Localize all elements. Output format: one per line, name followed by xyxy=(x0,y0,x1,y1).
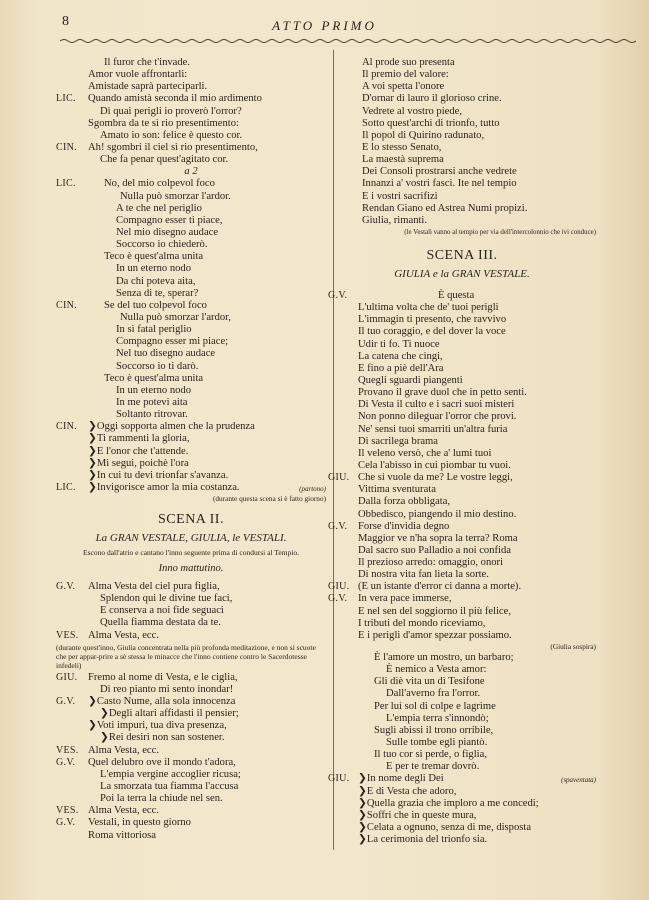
verse-line xyxy=(328,545,596,557)
speaker-label: VES. xyxy=(56,805,79,817)
verse-text: Amato io son: felice è questo cor. xyxy=(100,129,243,141)
verse-text: Forse d'invidia degno xyxy=(358,520,450,532)
verse-text: Ah! sgombri il ciel sì rio presentimento, xyxy=(88,141,258,153)
verse-text: Udir ti fo. Ti nuoce xyxy=(358,338,440,350)
verse-text: Alma Vesta del ciel pura figlia, xyxy=(88,581,220,593)
verse-text: ❯Invigorisce amor la mia costanza. xyxy=(88,481,240,493)
verse-line xyxy=(56,781,326,793)
verse-text: Amor vuole affrontarli: xyxy=(88,69,188,81)
verse-line xyxy=(56,276,326,288)
verse-line xyxy=(56,605,326,617)
verse-line xyxy=(328,630,596,642)
speaker-label: GIU. xyxy=(328,581,350,593)
verse-text: Alma Vesta, ecc. xyxy=(88,629,159,641)
verse-line xyxy=(328,399,596,411)
verse-line xyxy=(328,166,596,178)
verse-text: E conserva a noi fide seguaci xyxy=(100,605,224,617)
verse-line xyxy=(56,118,326,130)
verse-text: È l'amore un mostro, un barbaro; xyxy=(374,652,514,664)
verse-line xyxy=(328,154,596,166)
verse-line xyxy=(328,581,596,593)
verse-text: Dal sacro suo Palladio a noi confida xyxy=(358,544,511,556)
verse-line xyxy=(56,361,326,373)
verse-text: Di Vesta il culto e i sacri suoi misteri xyxy=(358,399,515,411)
speaker-label: VES. xyxy=(56,629,79,641)
verse-text: In un eterno nodo xyxy=(116,263,192,275)
verse-line xyxy=(328,106,596,118)
verse-text: Amistade saprà parteciparli. xyxy=(88,81,208,93)
verse-text: Soccorso io chiederò. xyxy=(116,239,208,251)
verse-text: È questa xyxy=(438,289,475,301)
verse-text: Quando amistà seconda il mio ardimento xyxy=(88,93,262,105)
verse-line xyxy=(328,142,596,154)
verse-text: Dei Consoli prostrarsi anche vedrete xyxy=(362,166,517,178)
verse-text: Soccorso io ti darò. xyxy=(116,360,199,372)
verse-text: Teco è quest'alma unita xyxy=(104,372,204,384)
verse-text: Alma Vesta, ecc. xyxy=(88,744,159,756)
verse-text: Vedrete al vostro piede, xyxy=(362,105,463,117)
speaker-label: G.V. xyxy=(56,756,76,768)
verse-line xyxy=(56,817,326,829)
verse-line xyxy=(328,118,596,130)
verse-text: È nemico a Vesta amor: xyxy=(386,664,487,676)
verse-text: La catena che cingi, xyxy=(358,350,443,362)
verse-line xyxy=(56,300,326,312)
verse-text: Che fa penar quest'agitato cor. xyxy=(100,154,229,166)
verse-text: In vera pace immerse, xyxy=(358,593,452,605)
speaker-label: CIN. xyxy=(56,141,77,153)
verse-text: Giulia, rimanti. xyxy=(362,214,428,226)
verse-line xyxy=(56,215,326,227)
left-column xyxy=(56,57,326,842)
verse-text: ❯E l'onor che t'attende. xyxy=(88,445,189,457)
verse-line xyxy=(56,617,326,629)
verse-line xyxy=(56,793,326,805)
verse-line xyxy=(328,130,596,142)
verse-line xyxy=(328,215,596,227)
verse-text: E i perigli d'amor spezzar possiamo. xyxy=(358,629,512,641)
verse-line xyxy=(56,805,326,817)
verse-line xyxy=(328,387,596,399)
verse-text: Splendon qui le divine tue faci, xyxy=(100,593,233,605)
verse-text: Cela l'abisso in cui piombar tu vuoi. xyxy=(358,459,511,471)
verse-text: Sotto quest'archi di trionfo, tutto xyxy=(362,117,500,129)
verse-text: ❯Degli altari affidasti il pensier; xyxy=(100,708,239,720)
speaker-label: G.V. xyxy=(56,581,76,593)
stage-direction-daybreak: (durante questa scena si è fatto giorno) xyxy=(212,494,326,504)
speaker-label: LIC. xyxy=(56,481,76,493)
left-block-2 xyxy=(56,178,326,494)
verse-text: Il premio del valore: xyxy=(362,69,449,81)
verse-line xyxy=(328,652,596,664)
verse-text: I tributi del mondo riceviamo, xyxy=(358,617,486,629)
verse-line xyxy=(56,830,326,842)
verse-line xyxy=(56,581,326,593)
verse-line xyxy=(56,178,326,190)
verse-line xyxy=(56,397,326,409)
verse-text: E i vostri sacrifizi xyxy=(362,190,438,202)
verse-line xyxy=(328,81,596,93)
verse-text: Il veleno versò, che a' lumi tuoi xyxy=(358,447,492,459)
left-block-3 xyxy=(56,581,326,642)
verse-line xyxy=(328,472,596,484)
verse-text: Maggior ve n'ha sopra la terra? Roma xyxy=(358,532,518,544)
verse-line xyxy=(328,424,596,436)
verse-text: A te che nel periglio xyxy=(116,202,202,214)
verse-text: Di nostra vita fan lieta la sorte. xyxy=(358,569,489,581)
verse-text: Nel mio disegno audace xyxy=(116,226,219,238)
verse-text: Di sacrilega brama xyxy=(358,435,439,447)
verse-text: E fino a piè dell'Ara xyxy=(358,362,444,374)
verse-line xyxy=(56,57,326,69)
verse-line xyxy=(56,433,326,445)
verse-line xyxy=(328,436,596,448)
verse-line xyxy=(56,348,326,360)
scene-3-characters: GIULIA e la GRAN VESTALE. xyxy=(394,267,530,280)
verse-line xyxy=(328,834,596,846)
verse-line xyxy=(328,701,596,713)
verse-line xyxy=(328,521,596,533)
verse-line xyxy=(56,142,326,154)
verse-line xyxy=(56,154,326,166)
verse-text: Il furor che t'invade. xyxy=(104,57,191,68)
verse-text: Vestali, in questo giorno xyxy=(88,817,191,829)
verse-text: Ne' sensi tuoi smarriti un'altra furia xyxy=(358,423,508,435)
verse-line xyxy=(328,314,596,326)
verse-line xyxy=(328,688,596,700)
speaker-label: G.V. xyxy=(56,696,76,708)
a-due-marker: a 2 xyxy=(184,166,198,178)
verse-line xyxy=(328,496,596,508)
verse-text: L'empia vergine accoglier ricusa; xyxy=(100,768,241,780)
verse-line xyxy=(328,363,596,375)
speaker-label: GIU. xyxy=(328,773,350,785)
speaker-label: G.V. xyxy=(328,289,348,301)
speaker-label: GIU. xyxy=(56,671,78,683)
verse-line xyxy=(56,191,326,203)
right-block-3 xyxy=(328,652,596,846)
speaker-label: VES. xyxy=(56,744,79,756)
verse-text: Di reo pianto mi sento inondar! xyxy=(100,683,234,695)
verse-text: Vittima sventurata xyxy=(358,484,436,496)
stage-direction-giulia-sighs: (Giulia sospira) xyxy=(550,642,596,652)
verse-text: ❯E di Vesta che adoro, xyxy=(358,785,457,797)
verse-text: La smorzata tua fiamma l'accusa xyxy=(100,781,239,793)
verse-line xyxy=(56,385,326,397)
speaker-label: G.V. xyxy=(56,817,76,829)
verse-line xyxy=(56,409,326,421)
verse-text: A voi spetta l'onore xyxy=(362,81,445,93)
verse-text: L'empia terra s'innondò; xyxy=(386,712,489,724)
verse-line xyxy=(56,106,326,118)
verse-text: In sì fatal periglio xyxy=(116,324,192,336)
verse-line xyxy=(328,448,596,460)
scene-2-characters: La GRAN VESTALE, GIULIA, le VESTALI. xyxy=(95,532,287,545)
speaker-label: GIU. xyxy=(328,472,350,484)
verse-text: E per te tremar dovrò. xyxy=(386,761,480,773)
stage-direction: (spaventata) xyxy=(561,776,596,785)
verse-line xyxy=(328,57,596,69)
verse-text: Nulla può smorzar l'ardor. xyxy=(120,190,231,202)
verse-text: Senza di te, sperar? xyxy=(116,287,199,299)
verse-text: In un eterno nodo xyxy=(116,384,192,396)
ornamental-rule xyxy=(60,38,636,44)
verse-text: ❯Voti impuri, tua diva presenza, xyxy=(88,720,227,732)
verse-line xyxy=(328,411,596,423)
verse-text: ❯La cerimonia del trionfo sia. xyxy=(358,834,488,846)
verse-text: Innanzi a' vostri fasci. Ite nel tempio xyxy=(362,178,517,190)
verse-line xyxy=(56,130,326,142)
verse-line xyxy=(328,606,596,618)
verse-text: ❯Celata a ognuno, senza di me, disposta xyxy=(358,822,532,834)
verse-line xyxy=(56,373,326,385)
verse-line xyxy=(328,484,596,496)
page-number: 8 xyxy=(62,14,69,29)
verse-text: Da chi poteva aita, xyxy=(116,275,196,287)
verse-text: Per lui sol di colpe e lagrime xyxy=(374,700,496,712)
verse-line xyxy=(328,773,596,785)
verse-line xyxy=(328,593,596,605)
verse-text: Sgombra da te sì rio presentimento: xyxy=(88,117,239,129)
verse-line xyxy=(328,93,596,105)
verse-text: E lo stesso Senato, xyxy=(362,141,442,153)
verse-line xyxy=(56,336,326,348)
speaker-label: LIC. xyxy=(56,178,76,190)
verse-text: Sulle tombe egli piantò. xyxy=(386,737,488,749)
verse-text: Se del tuo colpevol foco xyxy=(104,299,207,311)
verse-line xyxy=(56,288,326,300)
speaker-label: G.V. xyxy=(328,520,348,532)
verse-line xyxy=(328,569,596,581)
verse-line xyxy=(56,263,326,275)
verse-line xyxy=(328,810,596,822)
verse-text: Nel tuo disegno audace xyxy=(116,348,216,360)
verse-line xyxy=(328,203,596,215)
verse-text: Di quai perigli io proverò l'orror? xyxy=(100,105,242,117)
verse-line xyxy=(56,239,326,251)
verse-text: ❯Rei desiri non san sostener. xyxy=(100,732,225,744)
stage-direction: (partono) xyxy=(299,484,326,493)
verse-line xyxy=(56,672,326,684)
verse-text: Il prezioso arredo: omaggio, onori xyxy=(358,557,504,569)
verse-line xyxy=(56,684,326,696)
verse-text: In me potevi aita xyxy=(116,396,188,408)
right-block-2 xyxy=(328,290,596,642)
verse-line xyxy=(328,761,596,773)
verse-text: Teco è quest'alma unita xyxy=(104,251,204,263)
hymn-title: Inno mattutino. xyxy=(158,563,224,575)
speaker-label: G.V. xyxy=(328,593,348,605)
verse-text: Roma vittoriosa xyxy=(88,829,156,841)
verse-text: Nulla può smorzar l'ardor, xyxy=(120,311,231,323)
verse-text: ❯In cui tu devi trionfar s'avanza. xyxy=(88,469,229,481)
verse-line xyxy=(328,375,596,387)
verse-line xyxy=(328,664,596,676)
verse-line xyxy=(328,725,596,737)
verse-text: L'ultima volta che de' tuoi perigli xyxy=(358,302,499,314)
verse-line xyxy=(56,312,326,324)
verse-text: Dall'averno fra l'orror. xyxy=(386,688,481,700)
verse-text: Quel delubro ove il mondo t'adora, xyxy=(88,756,236,768)
verse-text: ❯Quella grazia che imploro a me concedi; xyxy=(358,797,539,809)
verse-text: ❯Soffri che in queste mura, xyxy=(358,809,477,821)
verse-line xyxy=(56,203,326,215)
verse-text: La maestà suprema xyxy=(362,154,444,166)
verse-line xyxy=(56,720,326,732)
verse-text: Il tuo coraggio, e del dover la voce xyxy=(358,326,506,338)
verse-text: Fremo al nome di Vesta, e le ciglia, xyxy=(88,671,238,683)
verse-line xyxy=(56,251,326,263)
verse-line xyxy=(328,749,596,761)
right-column xyxy=(328,57,596,846)
verse-text: Obbedisco, piangendo il mio destino. xyxy=(358,508,517,520)
stage-direction-meditation: (durante quest'inno, Giulia concentrata nella più profonda meditazione, e non si scuote che per appar-prire a sè stessa le minacce che l'inno contiene contro le Sacerdotesse infedeli) xyxy=(56,642,316,670)
verse-line xyxy=(328,798,596,810)
verse-text: Poi la terra la chiude nel sen. xyxy=(100,793,223,805)
verse-line xyxy=(56,93,326,105)
verse-line xyxy=(56,446,326,458)
stage-direction-vestals-exit: (le Vestali vanno al tempio per via dell'intercolonnio che ivi conduce) xyxy=(404,228,596,236)
verse-line xyxy=(56,732,326,744)
verse-line xyxy=(328,460,596,472)
verse-text: Dalla forza obbligata, xyxy=(358,496,451,508)
verse-line xyxy=(328,191,596,203)
verse-line xyxy=(56,69,326,81)
verse-line xyxy=(56,745,326,757)
verse-line xyxy=(328,326,596,338)
verse-text: Rendan Giano ed Astrea Numi propizi. xyxy=(362,202,528,214)
verse-text: Sugli abissi il trono orribile, xyxy=(374,724,494,736)
verse-text: Il tuo cor si perde, o figlia, xyxy=(374,749,487,761)
verse-text: ❯Ti rammenti la gloria, xyxy=(88,433,190,445)
scene-3-title: SCENA III. xyxy=(426,247,498,263)
verse-line xyxy=(56,227,326,239)
left-block-4 xyxy=(56,672,326,842)
verse-text: ❯Casto Nume, alla sola innocenza xyxy=(88,696,236,708)
verse-line xyxy=(328,533,596,545)
verse-line xyxy=(328,302,596,314)
verse-text: L'immagin ti presento, che ravvivo xyxy=(358,314,507,326)
verse-line xyxy=(328,290,596,302)
left-block-1 xyxy=(56,57,326,166)
running-title: ATTO PRIMO xyxy=(272,18,377,33)
verse-line xyxy=(56,593,326,605)
speaker-label: LIC. xyxy=(56,93,76,105)
verse-line xyxy=(56,630,326,642)
verse-text: Provano il grave duol che in petto senti. xyxy=(358,387,527,399)
scene-2-title: SCENA II. xyxy=(158,512,224,528)
verse-line xyxy=(56,757,326,769)
verse-line xyxy=(328,557,596,569)
verse-text: Al prode suo presenta xyxy=(362,57,455,68)
verse-line xyxy=(56,470,326,482)
verse-text: Che si vuole da me? Le vostre leggi, xyxy=(358,472,513,484)
verse-line xyxy=(56,324,326,336)
verse-text: Quella fiamma destata da te. xyxy=(100,617,221,629)
verse-text: Gli diè vita un dì Tesifone xyxy=(374,676,485,688)
verse-line xyxy=(328,509,596,521)
verse-text: No, del mio colpevol foco xyxy=(104,178,215,190)
verse-line xyxy=(56,696,326,708)
verse-line xyxy=(328,737,596,749)
verse-text: D'ornar di lauro il glorioso crine. xyxy=(362,93,502,105)
verse-line xyxy=(56,769,326,781)
verse-text: Quegli sguardi piangenti xyxy=(358,374,463,386)
scene-2-direction: Escono dall'atrio e cantano l'inno seguente prima di condursi al Tempio. xyxy=(83,548,299,558)
verse-line xyxy=(56,421,326,433)
verse-text: Non ponno dileguar l'orror che provi. xyxy=(358,411,517,423)
verse-text: ❯Mi segui, poichè l'ora xyxy=(88,457,189,469)
verse-text: Soltanto ritrovar. xyxy=(116,409,188,421)
verse-line xyxy=(328,676,596,688)
verse-line xyxy=(56,81,326,93)
verse-line xyxy=(328,339,596,351)
verse-text: ❯Oggi sopporta almen che la prudenza xyxy=(88,421,255,433)
verse-line xyxy=(56,482,326,494)
verse-line xyxy=(56,708,326,720)
verse-line xyxy=(328,713,596,725)
verse-line xyxy=(328,822,596,834)
verse-line xyxy=(56,458,326,470)
verse-line xyxy=(328,178,596,190)
verse-text: Compagno esser mi piace; xyxy=(116,336,229,348)
verse-text: Alma Vesta, ecc. xyxy=(88,805,159,817)
verse-line xyxy=(328,618,596,630)
speaker-label: CIN. xyxy=(56,421,77,433)
verse-text: (E un istante d'error ci danna a morte). xyxy=(358,581,522,593)
verse-text: E nel sen del soggiorno il più felice, xyxy=(358,605,511,617)
verse-line xyxy=(328,786,596,798)
right-block-1 xyxy=(328,57,596,227)
verse-line xyxy=(328,69,596,81)
verse-text: Compagno esser ti piace, xyxy=(116,214,223,226)
speaker-label: CIN. xyxy=(56,299,77,311)
verse-line xyxy=(328,351,596,363)
verse-text: Il popol di Quirino radunato, xyxy=(362,129,485,141)
verse-text: ❯In nome degli Dei xyxy=(358,773,444,785)
